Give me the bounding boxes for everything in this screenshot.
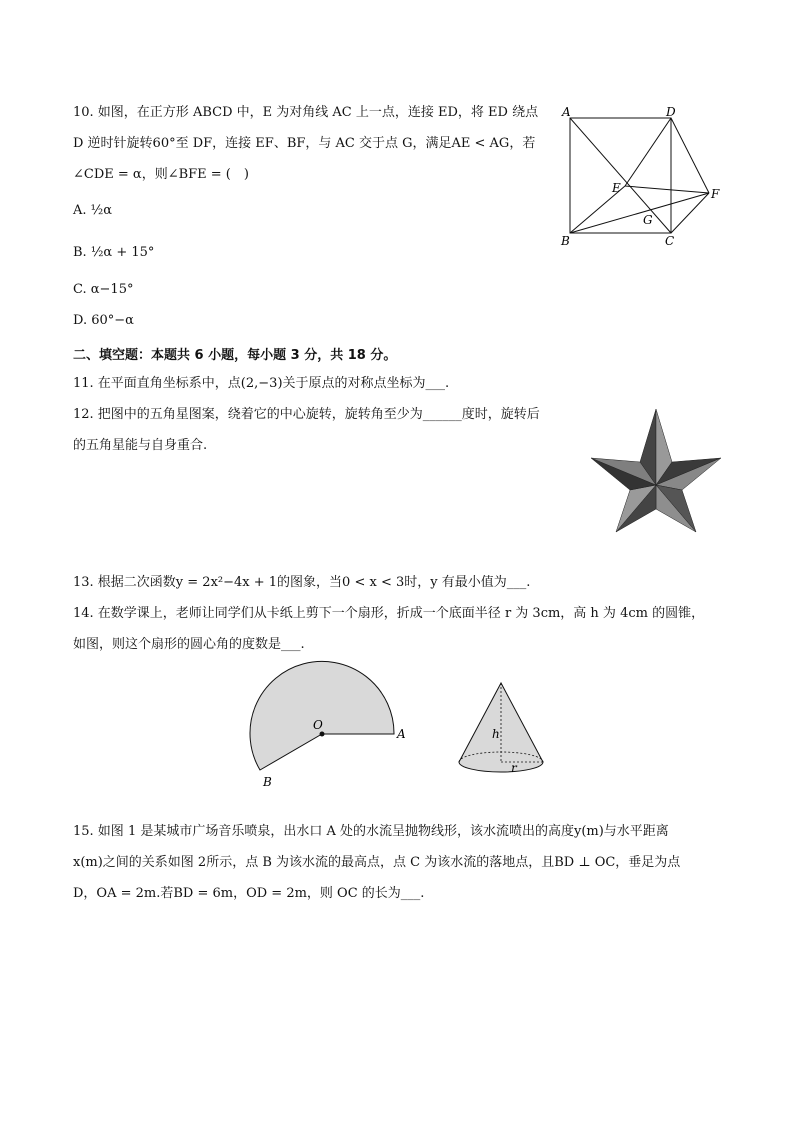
q10-option-a: A. ½α — [73, 203, 113, 218]
q15-line-3: D，OA = 2m.若BD = 6m，OD = 2m，则 OC 的长为___. — [73, 886, 425, 901]
q14-line-2: 如图，则这个扇形的圆心角的度数是___. — [73, 637, 305, 652]
label-r: r — [511, 761, 517, 775]
label-c: C — [665, 234, 675, 248]
q10-line-1: 10. 如图，在正方形 ABCD 中，E 为对角线 AC 上一点，连接 ED，将 ED 绕点 — [73, 105, 539, 120]
q11-text: 11. 在平面直角坐标系中，点(2,−3)关于原点的对称点坐标为___. — [73, 376, 450, 391]
cone-figure — [455, 678, 555, 778]
q10-line-2: D 逆时针旋转60°至 DF，连接 EF、BF，与 AC 交于点 G，满足AE < AG，若 — [73, 136, 536, 151]
label-sector-a: A — [397, 727, 406, 741]
label-h: h — [492, 727, 500, 741]
q15-line-1: 15. 如图 1 是某城市广场音乐喷泉，出水口 A 处的水流呈抛物线形，该水流喷出的高度y(m)与水平距离 — [73, 824, 669, 839]
q12-line-2: 的五角星能与自身重合. — [73, 438, 208, 453]
q12-line-1: 12. 把图中的五角星图案，绕着它的中心旋转，旋转角至少为______度时，旋转后 — [73, 407, 540, 422]
q10-option-b: B. ½α + 15° — [73, 245, 155, 260]
q13-text: 13. 根据二次函数y = 2x²−4x + 1的图象，当0 < x < 3时，y 有最小值为___. — [73, 575, 531, 590]
label-o: O — [313, 718, 323, 732]
q10-square-figure — [555, 100, 735, 250]
label-f: F — [711, 187, 720, 201]
section-2-heading: 二、填空题：本题共 6 小题，每小题 3 分，共 18 分。 — [73, 348, 397, 363]
label-a: A — [562, 105, 571, 119]
q15-line-2: x(m)之间的关系如图 2所示，点 B 为该水流的最高点，点 C 为该水流的落地点，且BD ⊥ OC，垂足为点 — [73, 855, 681, 870]
label-b: B — [561, 234, 570, 248]
sector-figure — [240, 655, 415, 795]
five-pointed-star-figure — [588, 405, 724, 535]
q10-option-d: D. 60°−α — [73, 313, 134, 328]
label-e: E — [612, 181, 621, 195]
label-sector-b: B — [263, 775, 272, 789]
q14-line-1: 14. 在数学课上，老师让同学们从卡纸上剪下一个扇形，折成一个底面半径 r 为 3cm，高 h 为 4cm 的圆锥， — [73, 606, 705, 621]
label-d: D — [666, 105, 676, 119]
q10-line-3: ∠CDE = α，则∠BFE = ( ) — [73, 167, 249, 182]
label-g: G — [643, 213, 653, 227]
q10-option-c: C. α−15° — [73, 282, 134, 297]
